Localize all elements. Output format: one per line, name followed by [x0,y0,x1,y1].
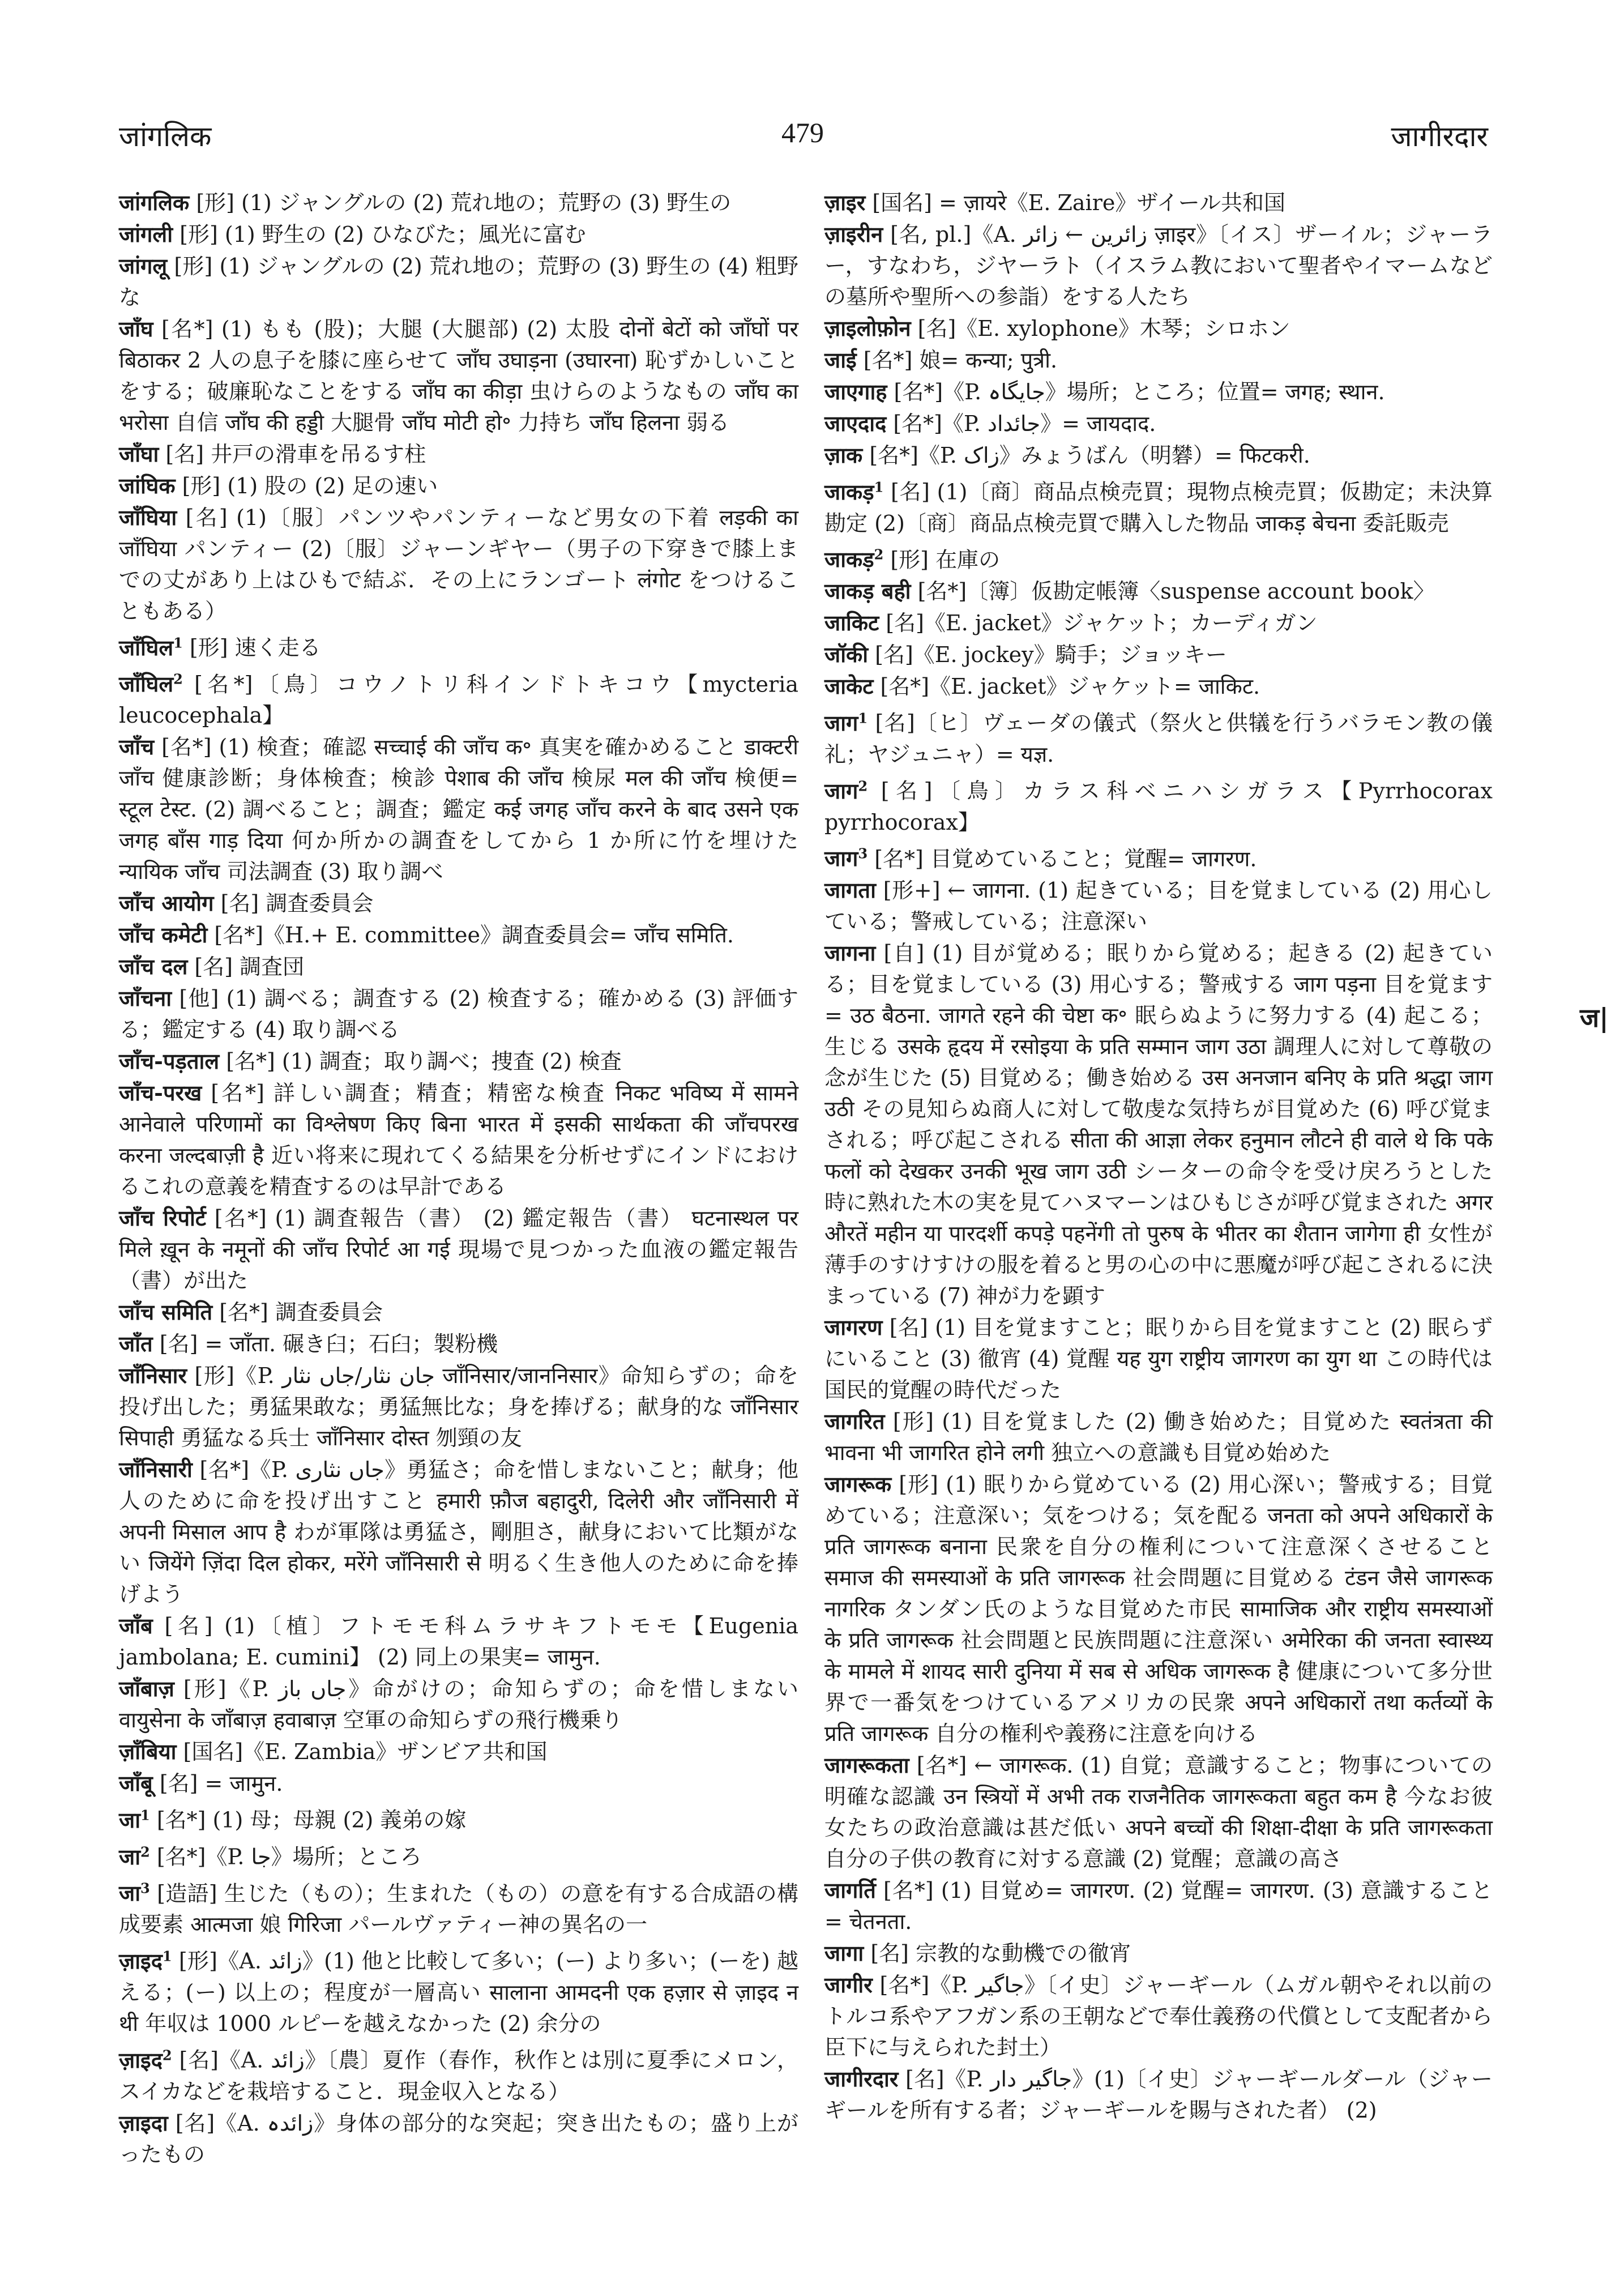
headword-text: जाँब [119,1613,153,1639]
definition: [名*]《P. جاگیر》〔イ史〕ジャーギール（ムガル朝やそれ以前のトルコ系やアフガン系の王朝などで奉仕義務の代償として支配者から臣下に与えられた封土） [824,1973,1493,2060]
right-column [824,187,1493,2126]
dictionary-entry [119,951,798,983]
headword-text: जागरूकता [824,1752,909,1778]
definition: [名] 調査委員会 [213,891,374,916]
headword-text: ज़ाइरीन [824,221,883,247]
dictionary-entry [824,838,1493,875]
definition: [名*] 娘= कन्या; पुत्री. [856,348,1058,373]
headword-text: जांघिक [119,473,176,498]
headword-text: ज़ाइद [119,1948,163,1974]
dictionary-entry [824,1469,1493,1749]
definition: [形] 在庫の [883,547,1001,573]
dictionary-entry [824,671,1493,702]
headword-text: जागरूक [824,1471,892,1497]
definition: [名]《E. jacket》ジャケット；カーディガン [879,611,1318,636]
homograph-number: 2 [140,1843,150,1860]
dictionary-entry [119,1045,798,1077]
definition: [名*] 目覚めていること；覚醒= जागरण. [867,846,1257,872]
dictionary-entry [119,1768,798,1799]
headword-text: जागता [824,877,876,903]
definition: [形]《P. جاں باز》命がけの；命知らずの；命を惜しまない वायुसेना के जाँबाज़ हवाबाज़ 空軍の命知らずの飛行機乗り [119,1676,798,1733]
dictionary-entry [824,1937,1493,1969]
headword-text: जाँत [119,1331,153,1357]
homograph-number: 1 [858,710,868,727]
headword [119,671,183,697]
definition: [名*]〔簿〕仮勘定帳簿〈suspense account book〉 [911,579,1435,604]
headword [119,473,176,498]
definition: [形] (1) ジャングルの (2) 荒れ地の；荒野の (3) 野生の [189,190,732,215]
headword-text: जाँच-परख [119,1080,202,1106]
definition: [形]《P. جان نثار/جاں نثار जाँनिसार/जाननिसार》命知らずの；命を投げ出した；勇猛果敢な；勇猛無比な；身を捧げる；献身的な जाँनिसार सिपाही 勇猛なる兵士 जाँनिसार दोस्त 刎頸の友 [119,1363,799,1451]
headword [119,441,159,467]
headword-text: जा [119,1880,141,1906]
dictionary-entry [824,1969,1493,2063]
headword [824,315,911,341]
definition: [形] 速く走る [182,635,321,660]
headword [119,1880,150,1906]
definition: [形] (1) 眠りから覚めている (2) 用心深い；警戒する；目覚めている；注意深い；気をつける；気を配る जनता को अपने अधिकारों के प्रति जागरूक बनाना 民衆を自分の権利について注意深くさせること समाज की समस्याओं के प्रति जागरूक 社会問題に目覚める टंडन जैसे जागरूक नागरिक タンダン氏のような目覚めた市民 सामाजिक और राष्ट्रीय समस्याओं के प्रति जागरूक 社会問題と民族問題に注意深い अमेरिका की जनता स्वास्थ्य के मामले में शायद सारी दुनिया में सब से अधिक जागरूक है 健康について多分世界で一番気をつけているアメリカの民衆 अपने अधिकारों तथा कर्तव्यों के प्रति जागरूक 自分の権利や義務に注意を向ける [824,1472,1493,1747]
guide-word-left: जांगलिक [119,120,212,153]
dictionary-entry [119,983,798,1045]
definition: [名] = जामुन. [152,1771,283,1796]
headword-text: ज़ाइदा [119,2110,168,2136]
headword-text: जाएदाद [824,411,887,436]
headword [119,985,172,1011]
headword [119,1807,150,1833]
headword-text: जाँच-पड़ताल [119,1048,220,1074]
headword [824,1471,891,1497]
headword [824,1409,884,1434]
definition: [自] (1) 目が覚める；眠りから覚める；起きる (2) 起きている；目を覚ましている (3) 用心する；警戒する जाग पड़ना 目を覚ます= उठ बैठना. जागते रहने की चेष्टा क॰ 眠らぬように努力する (4) 起こる；生じる उसके हृदय में रसोइया के प्रति सम्मान जाग उठा 調理人に対して尊敬の念が生じた (5) 目覚める；働き始める उस अनजान बनिए के प्रति श्रद्धा जाग उठी その見知らぬ商人に対して敬虔な気持ちが目覚めた (6) 呼び覚まされる；呼び起こされる सीता की आज्ञा लेकर हनुमान लौटने ही वाले थे कि पके फलों को देखकर उनकी भूख जाग उठी シーターの命令を受け戻ろうとした時に熟れた木の実を見てハヌマーンはひもじさが呼び覚まされた अगर औरतें महीन या पारदर्शी कपड़े पहनेंगी तो पुरुष के भीतर का शैतान जागेगा ही 女性が薄手のすけすけの服を着ると男の心の中に悪魔が呼び起こされるに決まっている (7) 神が力を顕す [824,941,1493,1309]
definition: [名*]〔鳥〕コウノトリ科インドトキコウ【mycteria leucocephala】 [119,672,798,728]
definition: [形]《A. زائد》(1) 他と比較して多い；(ー) より多い；(ーを) 越える；(ー) 以上の；程度が一層高い सालाना आमदनी एक हज़ार से ज़ाइद न थी 年収は 1000 ルピーを越えなかった (2) 余分の [119,1948,798,2036]
dictionary-entry [119,1328,798,1360]
definition: [名] (1) 目を覚ますこと；眠りから目を覚ますこと (2) 眠らずにいること (3) 徹宵 (4) 覚醒 यह युग राष्ट्रीय जागरण का युग था この時代は国民的覚醒の時代だった [824,1315,1493,1403]
headword-text: जाँघिल [119,671,174,697]
headword [824,547,883,572]
definition: [国名] = ज़ायरे《E. Zaire》ザイール共和国 [865,190,1285,215]
headword [119,1331,153,1356]
headword [824,778,867,804]
headword-text: ज़ाइद [119,2047,163,2073]
headword-text: जाँघिया [119,505,177,530]
headword [824,442,862,468]
dictionary-entry [119,664,798,732]
dictionary-entry [824,344,1493,376]
dictionary-entry [824,187,1493,219]
definition: [名*]《H.+ E. committee》調査委員会= जाँच समिति. [207,923,734,948]
homograph-number: 2 [858,777,868,794]
dictionary-entry [119,438,798,470]
definition: [形+] ← जागना. (1) 起きている；目を覚ましている (2) 用心している；警戒している；注意深い [824,878,1493,934]
dictionary-entry [119,1736,798,1768]
definition: [形] (1) ジャングルの (2) 荒れ地の；荒野の (3) 野生の (4) 粗野な [119,254,798,310]
dictionary-entry [824,471,1493,539]
headword [824,479,883,505]
headword-text: जाँनिसारी [119,1457,193,1483]
headword-text: जाग [824,778,858,804]
headword-text: जाँघिल [119,634,174,660]
dictionary-entry [824,219,1493,313]
headword [824,347,857,373]
dictionary-entry [119,2039,798,2107]
dictionary-entry [119,250,798,313]
dictionary-entry [119,1296,798,1328]
dictionary-entry [824,1749,1493,1875]
headword [824,940,875,966]
headword-text: जागीरदार [824,2066,899,2092]
headword [119,890,214,916]
headword [824,1314,882,1340]
headword [119,253,167,279]
headword-text: जाँबाज़ [119,1676,174,1702]
dictionary-entry [824,439,1493,471]
headword-text: जॉकी [824,642,869,668]
headword [119,505,177,530]
dictionary-entry [119,187,798,219]
headword-text: ज़ाक [824,442,863,468]
dictionary-entry [119,1454,798,1610]
definition: [名*] (1) もも (股)；大腿 (大腿部) (2) 太股 दोनों बेटों को जाँघों पर बिठाकर 2 人の息子を膝に座らせて जाँघ उघाड़ना (उघारना) 恥ずかしいことをする；破廉恥なことをする जाँघ का कीड़ा 虫けらのようなもの जाँघ का भरोसा 自信 जाँघ की हड्डी 大腿骨 जाँघ मोटी हो॰ 力持ち जाँघ हिलना 弱る [119,317,798,435]
dictionary-entry [824,770,1493,838]
homograph-number: 1 [162,1948,172,1965]
dictionary-entry [119,219,798,250]
homograph-number: 2 [173,671,183,688]
headword-text: जागीर [824,1972,873,1998]
definition: [形] (1) 目を覚ました (2) 働き始めた；目覚めた स्वतंत्रता की भावना भी जागरित होने लगी 独立への意識も目覚め始めた [824,1409,1493,1466]
headword [824,846,867,871]
headword [824,578,911,604]
headword [119,1676,174,1701]
headword [119,316,153,342]
definition: [名*] (1) 目覚め= जागरण. (2) 覚醒= जागरण. (3) 意識すること= चेतनता. [824,1878,1493,1935]
dictionary-entry [119,1360,798,1454]
headword-text: जागरण [824,1314,883,1341]
dictionary-entry [824,1312,1493,1406]
headword-text: जागा [824,1940,864,1966]
headword [119,221,173,247]
headword-text: जाँच कमेटी [119,922,208,948]
dictionary-entry [824,639,1493,671]
homograph-number: 2 [162,2046,172,2063]
headword [824,2066,898,2092]
definition: [名*] 詳しい調査；精査；精密な検査 निकट भविष्य में सामने आनेवाले परिणामों का विश्लेषण किए बिना भारत में इसकी सार्थकता की जाँचपरख करना जल्दबाज़ी है 近い将来に現れてくる結果を分析せずにインドにおけるこれの意義を精査するのは早計である [119,1081,798,1200]
definition: [名] (1)〔植〕フトモモ科ムラサキフトモモ【Eugenia jambolana; E. cumini】 (2) 同上の果実= जामुन. [119,1614,798,1670]
headword [824,610,879,635]
dictionary-entry [119,2107,798,2170]
headword [119,1048,219,1074]
headword-text: जाँघा [119,441,159,467]
dictionary-entry [119,731,798,887]
dictionary-entry [119,1202,798,1296]
homograph-number: 3 [140,1880,150,1897]
definition: [名]〔ヒ〕ヴェーダの儀式（祭火と供犠を行うバラモン教の儀礼；ヤジュニャ）= यज्ञ. [824,710,1493,767]
dictionary-entry [119,1940,798,2039]
headword-text: जाकड़ [824,547,874,573]
headword [824,877,876,903]
definition: [形] (1) 股の (2) 足の速い [175,473,438,498]
headword-text: जाँनिसार [119,1363,187,1389]
headword-text: ज़ाँबिया [119,1739,177,1765]
headword-text: जाँच [119,734,155,760]
definition: [名] (1)〔商〕商品点検売買；現物点検売買；仮勘定；未決算勘定 (2)〔商〕商品点検売買で購入した物品 जाकड़ बेचना 委託販売 [824,479,1493,536]
headword [119,1613,153,1638]
definition: [名*]《P. جائداد》= जायदाद. [886,411,1156,436]
definition: [名*]《P. زاک》みょうばん（明礬）= फिटकरी. [862,443,1310,468]
definition: [国名]《E. Zambia》ザンビア共和国 [176,1739,548,1765]
dictionary-entry [824,2063,1493,2126]
dictionary-entry [824,539,1493,576]
headword-text: जाँघ [119,316,153,342]
headword-text: जाकेट [824,673,874,699]
definition: [名*] (1) 母；母親 (2) 義弟の嫁 [149,1807,467,1833]
headword-text: जांगलू [119,253,168,279]
definition: [名]《P. جاگیر دار》(1)〔イ史〕ジャーギールダール（ジャーギールを所有する者；ジャーギールを賜与された者） (2) [824,2067,1493,2123]
dictionary-entry [119,502,798,627]
headword [119,1948,172,1974]
headword [824,1752,909,1778]
definition: [形] (1) 野生の (2) ひなびた；風光に富む [173,222,586,247]
headword [824,710,867,736]
definition: [名]《E. jockey》騎手；ジョッキー [868,642,1227,668]
headword [119,1205,206,1231]
page-number: 479 [781,117,824,148]
headword-text: जाँच रिपोर्ट [119,1205,207,1231]
headword [119,2110,168,2136]
definition: [名*] (1) 検査；確認 सच्चाई की जाँच क॰ 真実を確かめること डाक्टरी जाँच 健康診断；身体検査；検診 पेशाब की जाँच 検尿 मल की जाँच 検便= स्टूल टेस्ट. (2) 調べること；調査；鑑定 कई जगह जाँच करने के बाद उसने एक जगह बाँस गाड़ दिया 何か所かの調査をしてから 1 か所に竹を埋けた न्यायिक जाँच 司法調査 (3) 取り調べ [119,735,799,885]
headword [824,411,886,436]
definition: [名] 宗教的な動機での徹宵 [864,1941,1131,1966]
dictionary-entry [824,575,1493,607]
headword-text: जाकिट [824,610,879,636]
definition: [名]〔鳥〕カラス科ベニハシガラス【Pyrrhocorax pyrrhocorax】 [824,778,1493,835]
dictionary-entry [119,1836,798,1873]
dictionary-entry [119,1799,798,1836]
headword [119,734,154,759]
headword [119,1770,153,1796]
dictionary-entry [119,313,798,438]
definition: [名]《A. زائدہ》身体の部分的な突起；突き出たもの；盛り上がったもの [119,2110,798,2167]
dictionary-entry [119,1077,798,1202]
headword [824,1972,873,1998]
homograph-number: 1 [874,479,884,495]
headword [824,190,865,215]
headword-text: जाँबू [119,1770,153,1796]
definition: [名*] (1) 調査；取り調べ；捜査 (2) 検査 [219,1049,622,1074]
dictionary-entry [824,702,1493,770]
dictionary-entry [119,1873,798,1941]
definition: [名*] 調査委員会 [212,1300,383,1325]
dictionary-entry [119,627,798,664]
headword [824,673,873,699]
headword-text: जाएगाह [824,379,887,404]
headword [119,954,187,979]
headword [119,1363,187,1388]
dictionary-entry [824,874,1493,937]
headword-text: जाँच समिति [119,1299,213,1325]
definition: [名]《E. xylophone》木琴；シロホン [911,316,1290,341]
definition: [名*]《E. jacket》ジャケット= जाकिट. [873,674,1260,699]
headword-text: जा [119,1843,141,1870]
definition: [名] = जाँता. 碾き臼；石臼；製粉機 [152,1331,498,1357]
definition: [名*]《P. جاں نثاری》勇猛さ；命を惜しまないこと；献身；他人のために命を投げ出すこと हमारी फ़ौज बहादुरी, दिलेरी और जाँनिसारी में अपनी मिसाल आप है わが軍隊は勇猛さ，剛胆さ，献身において比類がない जियेंगे ज़िंदा दिल होकर, मरेंगे जाँनिसारी से 明るく生き他人のために命を捧げよう [119,1457,798,1607]
thumb-index-tab: ज| [1580,1002,1609,1033]
dictionary-entry [119,1673,798,1736]
headword-text: जा [119,1807,141,1833]
headword-text: जागना [824,940,876,966]
headword [824,221,883,247]
headword-text: जाग [824,846,858,872]
headword-text: ज़ाइलोफ़ोन [824,315,911,341]
headword [119,1457,193,1482]
homograph-number: 3 [858,845,868,862]
headword-text: जाँचना [119,985,172,1011]
definition: [名] 井戸の滑車を吊るす柱 [159,442,426,467]
headword [119,1299,212,1325]
definition: [造語] 生じた（もの）；生まれた（もの）の意を有する合成語の構成要素 आत्मजा 娘 गिरिजा パールヴァティー神の異名の一 [119,1881,798,1937]
headword [119,1739,176,1764]
dictionary-entry [824,1875,1493,1937]
headword-text: जाई [824,347,857,373]
homograph-number: 2 [874,546,884,563]
dictionary-entry [824,607,1493,639]
headword-text: जागर्ति [824,1877,876,1903]
headword [119,2047,172,2073]
headword [119,635,183,660]
dictionary-entry [824,313,1493,344]
definition: [他] (1) 調べる；調査する (2) 検査する；確かめる (3) 評価する；鑑定する (4) 取り調べる [119,986,798,1043]
headword-text: जाँच दल [119,954,188,980]
headword-text: जांगली [119,221,173,247]
homograph-number: 1 [173,634,183,651]
definition: [名] 調査団 [187,954,305,980]
dictionary-entry [119,919,798,951]
definition: [名*] (1) 調査報告（書） (2) 鑑定報告（書） घटनास्थल पर मिले ख़ून के नमूनों की जाँच रिपोर्ट आ गई 現場で見つかった血液の鑑定報告（書）が出た [119,1206,798,1294]
headword-text: जाकड़ बही [824,578,911,604]
definition: [名*]《P. جا》場所；ところ [149,1844,422,1870]
dictionary-entry [824,408,1493,439]
headword [824,379,887,404]
headword-text: जाँच आयोग [119,890,214,916]
homograph-number: 1 [140,1807,150,1824]
dictionary-entry [119,887,798,919]
headword [824,1877,876,1903]
definition: [名*] ← जागरूक. (1) 自覚；意識すること；物事についての明確な認識 उन स्त्रियों में अभी तक राजनैतिक जागरूकता बहुत कम है 今なお彼女たちの政治意識は甚だ低い अपने बच्चों की शिक्षा-दीक्षा के प्रति जागरूकता 自分の子供の教育に対する意識 (2) 覚醒；意識の高さ [824,1753,1493,1872]
dictionary-entry [824,1406,1493,1469]
dictionary-entry [824,376,1493,408]
headword-text: ज़ाइर [824,190,866,215]
dictionary-entry [824,937,1493,1312]
headword [824,1940,864,1966]
definition: [名*]《P. جایگاہ》場所；ところ；位置= जगह; स्थान. [887,379,1385,404]
headword [119,922,207,947]
headword-text: जाग [824,710,858,736]
headword-text: जागरित [824,1409,885,1435]
definition: [名, pl.]《A. زائرین ← زائر ज़ाइर》〔イス〕ザーイル；ジャーラー，すなわち，ジヤーラト（イスラム教において聖者やイマームなどの墓所や聖所への参詣）をする人たち [824,222,1493,309]
dictionary-entry [119,1610,798,1673]
definition: [名]《A. زائد》〔農〕夏作（春作，秋作とは別に夏季にメロン，スイカなどを栽培すること．現金収入となる） [119,2047,798,2104]
guide-word-right: जागीरदार [1391,120,1488,153]
headword [119,190,189,215]
headword [119,1844,150,1870]
headword [119,1080,202,1106]
dictionary-entry [119,470,798,502]
left-column [119,187,798,2170]
headword [824,642,868,667]
definition: [名] (1)〔服〕パンツやパンティーなど男女の下着 लड़की का जाँघिया パンティー (2)〔服〕ジャーンギヤー（男子の下穿きで膝上までの丈があり上はひもで結ぶ．その上にランゴート लंगोट をつけることもある） [119,505,798,624]
headword-text: जाकड़ [824,479,874,505]
headword-text: जांगलिक [119,190,190,215]
